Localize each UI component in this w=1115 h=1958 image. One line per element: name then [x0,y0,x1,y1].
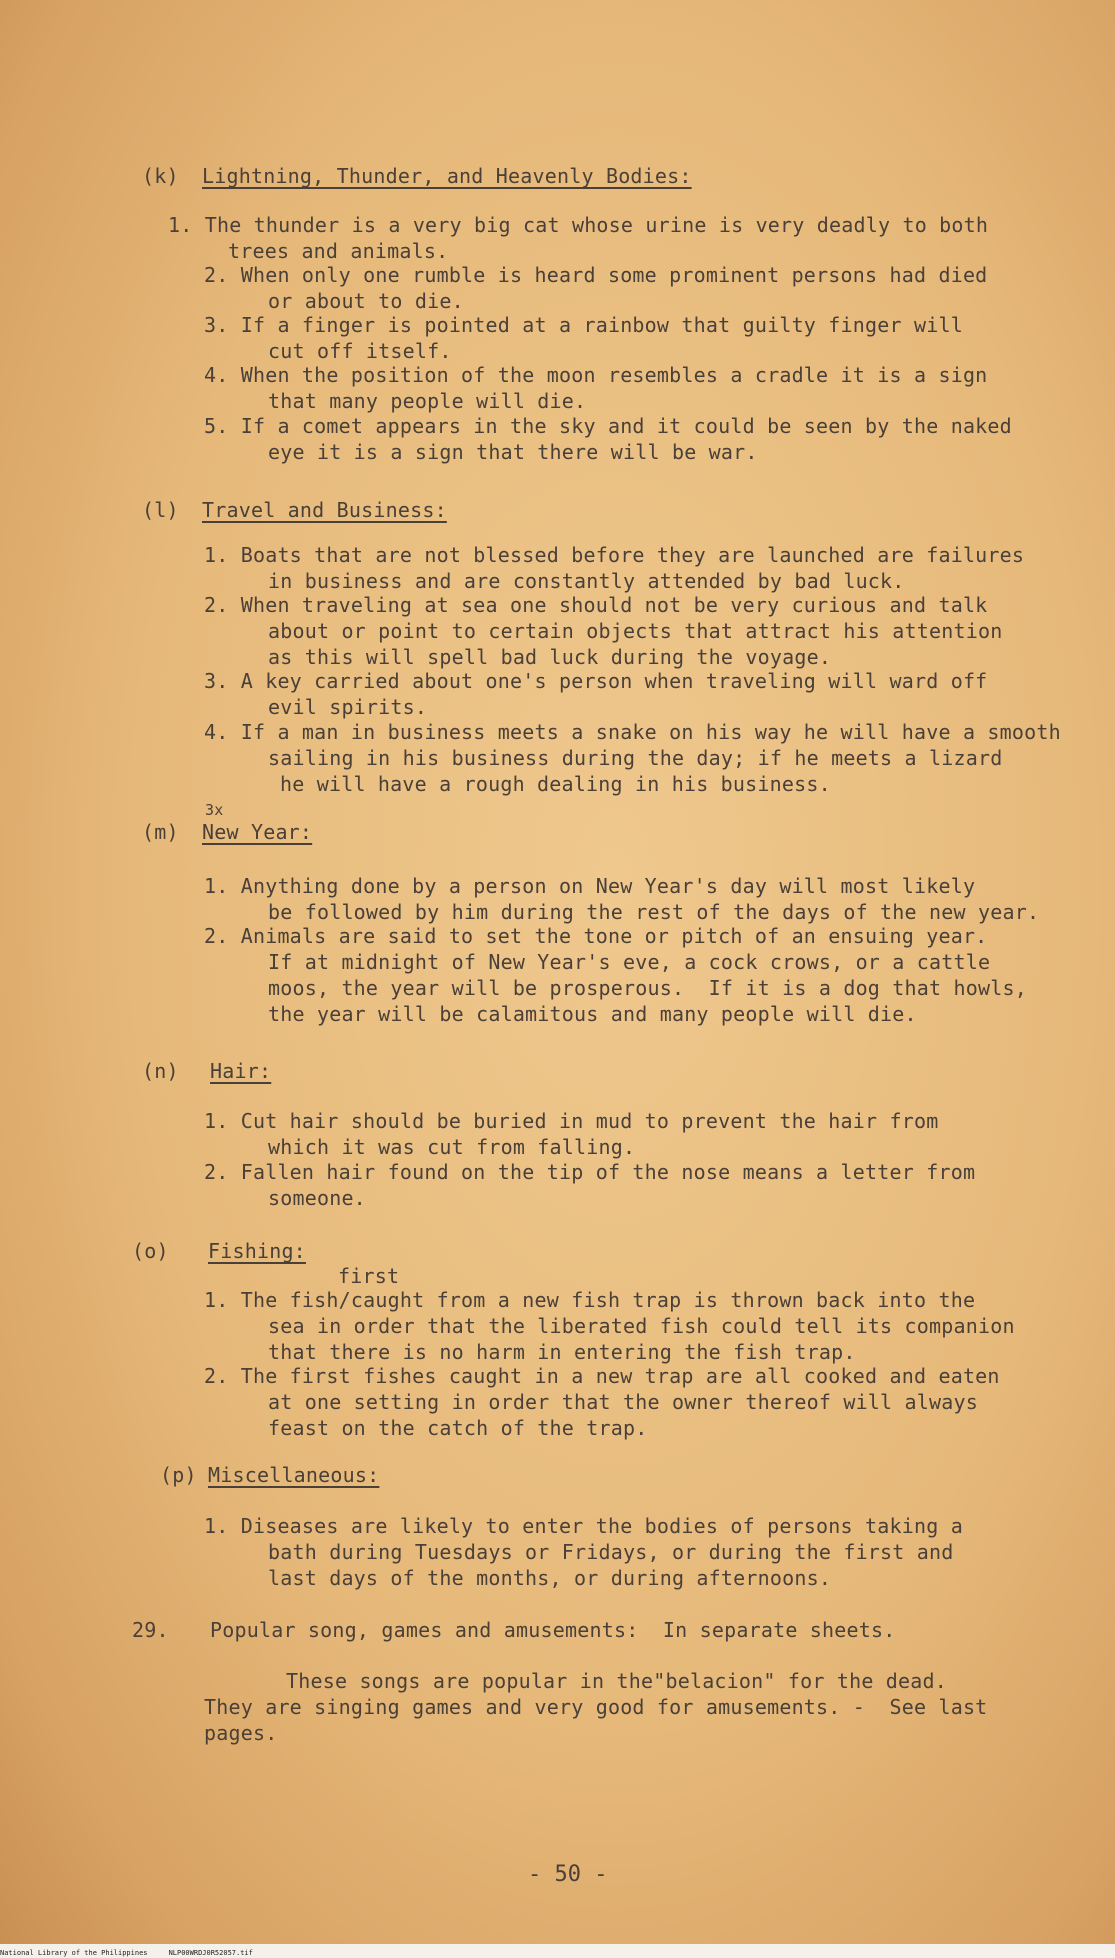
list-item: 2. When traveling at sea one should not be very curious and talk [204,593,988,617]
list-item: feast on the catch of the trap. [268,1416,648,1440]
scan-footer-label: National Library of the Philippines NLP00WRDJ0R52057.tif [0,1949,253,1957]
list-item: 1. Cut hair should be buried in mud to prevent the hair from [204,1109,939,1133]
list-item: the year will be calamitous and many people will die. [268,1002,917,1026]
list-item: eye it is a sign that there will be war. [268,440,758,464]
list-item: sea in order that the liberated fish could tell its companion [268,1314,1015,1338]
list-item: as this will spell bad luck during the voyage. [268,645,832,669]
list-item: last days of the months, or during afternoons. [268,1566,832,1590]
list-item: moos, the year will be prosperous. If it is a dog that howls, [268,976,1027,1000]
paragraph-line: pages. [204,1721,278,1745]
paragraph-line: They are singing games and very good for amusements. - See last [204,1695,988,1719]
list-item: in business and are constantly attended by bad luck. [268,569,905,593]
list-item: 2. Animals are said to set the tone or pitch of an ensuing year. [204,924,988,948]
list-item: trees and animals. [228,239,449,263]
list-item: 5. If a comet appears in the sky and it could be seen by the naked [204,414,1012,438]
list-item: 3. A key carried about one's person when traveling will ward off [204,669,988,693]
list-item: If at midnight of New Year's eve, a cock crows, or a cattle [268,950,991,974]
section-p-heading: Miscellaneous: [208,1463,380,1487]
section-l-marker: (l) [142,498,179,522]
list-item: 1. Boats that are not blessed before they are launched are failures [204,543,1025,567]
section-o-marker: (o) [132,1239,169,1263]
section-o-heading: Fishing: [208,1239,306,1263]
list-item: that there is no harm in entering the fish trap. [268,1340,856,1364]
list-item: at one setting in order that the owner thereof will always [268,1390,978,1414]
item-29-number: 29. [132,1618,169,1642]
list-item: 2. Fallen hair found on the tip of the nose means a letter from [204,1160,976,1184]
section-l-heading: Travel and Business: [202,498,447,522]
paragraph-line: These songs are popular in the"belacion" for the dead. [286,1669,948,1693]
list-item: be followed by him during the rest of the days of the new year. [268,900,1040,924]
list-item: 3. If a finger is pointed at a rainbow that guilty finger will [204,313,963,337]
list-item: sailing in his business during the day; if he meets a lizard [268,746,1003,770]
list-item: 4. If a man in business meets a snake on his way he will have a smooth [204,720,1061,744]
section-n-heading: Hair: [210,1059,272,1083]
section-n-marker: (n) [142,1059,179,1083]
list-item: that many people will die. [268,389,587,413]
section-m-heading: New Year: [202,820,313,844]
list-item: 2. The first fishes caught in a new trap are all cooked and eaten [204,1364,1000,1388]
list-item: 1. The thunder is a very big cat whose urine is very deadly to both [168,213,989,237]
list-item: cut off itself. [268,339,452,363]
list-item: 4. When the position of the moon resembles a cradle it is a sign [204,363,988,387]
list-item: which it was cut from falling. [268,1135,636,1159]
section-k-marker: (k) [142,164,179,188]
section-k-heading: Lightning, Thunder, and Heavenly Bodies: [202,164,692,188]
list-item: or about to die. [268,289,464,313]
handwritten-correction: 3x [205,801,224,819]
list-item: 2. When only one rumble is heard some prominent persons had died [204,263,988,287]
page-number: - 50 - [528,1862,608,1887]
list-item: he will have a rough dealing in his business. [280,772,831,796]
list-item: someone. [268,1186,366,1210]
list-item: evil spirits. [268,695,428,719]
handwritten-insertion: first [338,1264,400,1288]
list-item: 1. The fish/caught from a new fish trap is thrown back into the [204,1288,976,1312]
list-item: 1. Diseases are likely to enter the bodies of persons taking a [204,1514,963,1538]
section-p-marker: (p) [160,1463,197,1487]
list-item: bath during Tuesdays or Fridays, or during the first and [268,1540,954,1564]
item-29-text: Popular song, games and amusements: In separate sheets. [210,1618,896,1642]
section-m-marker: (m) [142,820,179,844]
list-item: 1. Anything done by a person on New Year's day will most likely [204,874,976,898]
list-item: about or point to certain objects that attract his attention [268,619,1003,643]
